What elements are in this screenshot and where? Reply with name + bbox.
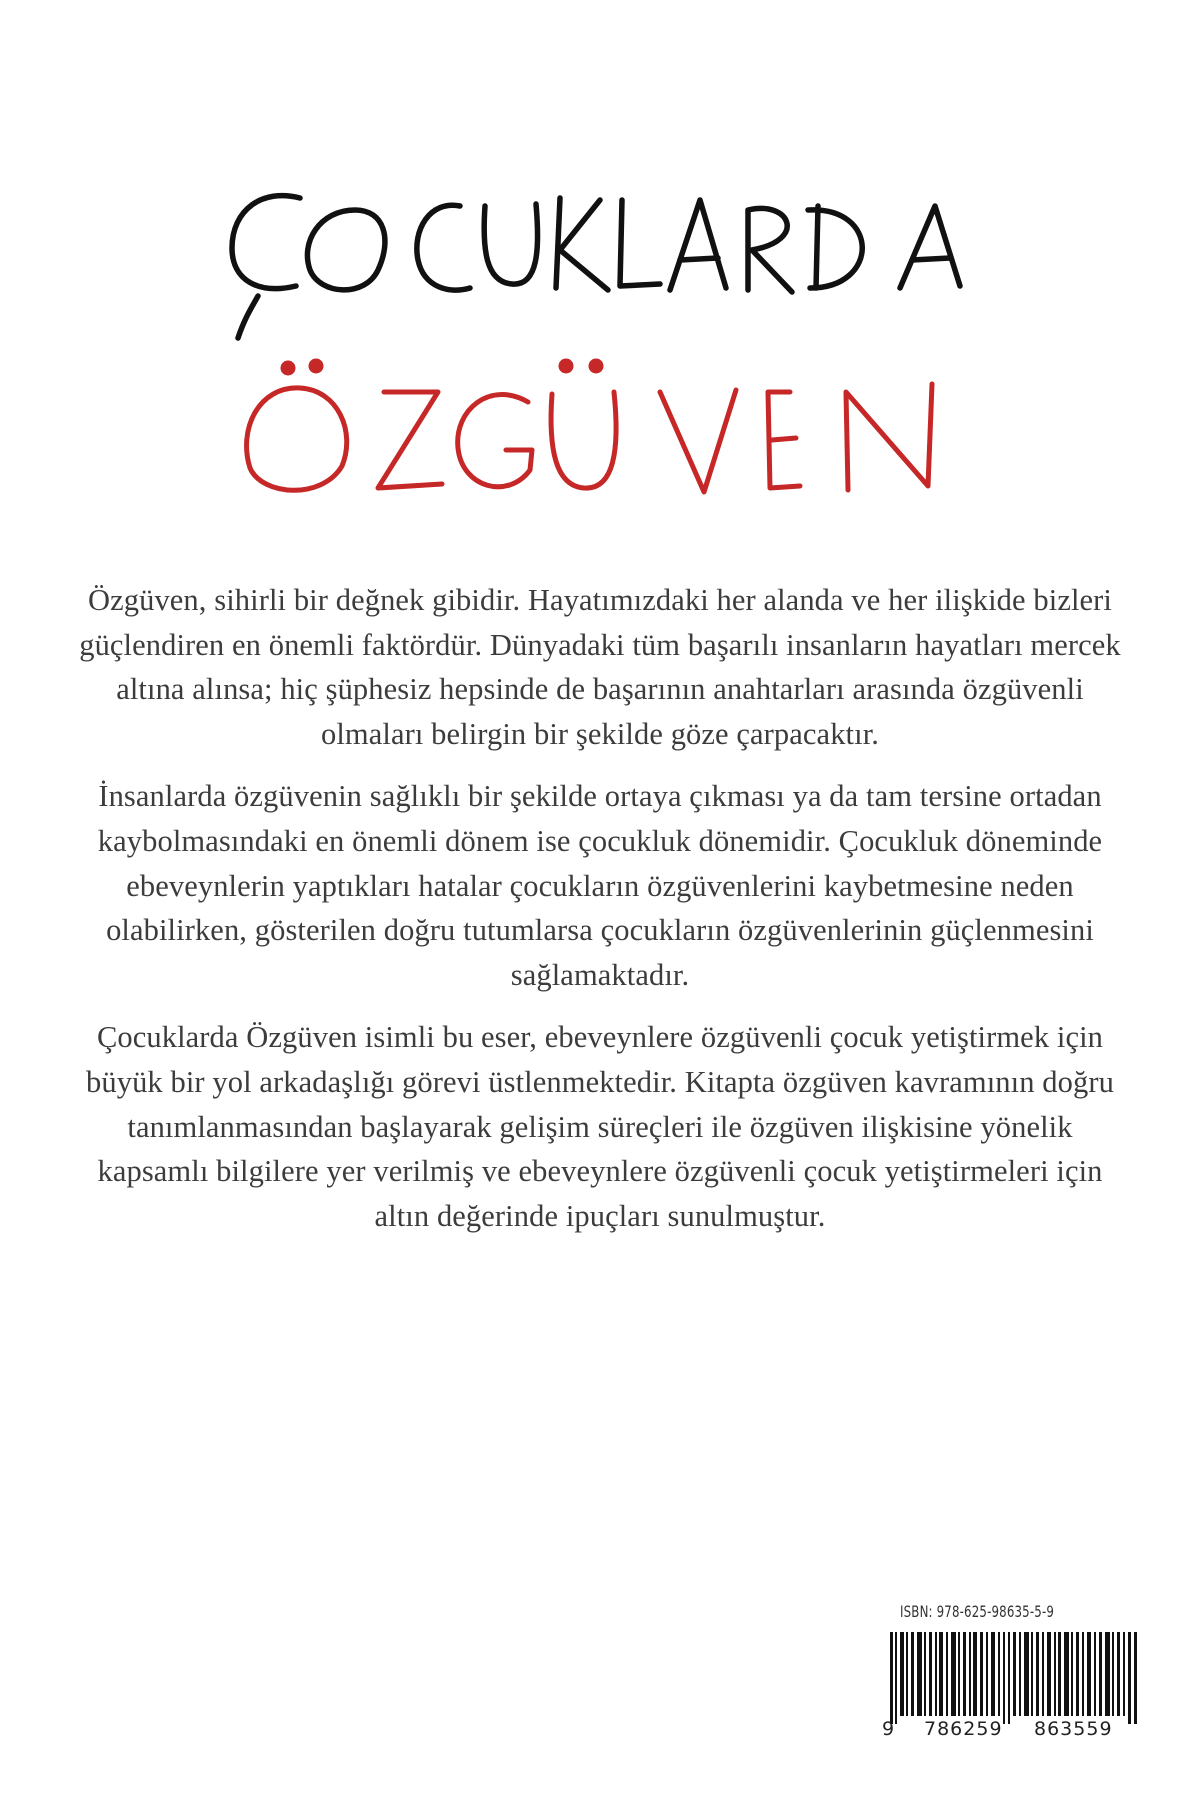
description-paragraph: Özgüven, sihirli bir değnek gibidir. Hayatımızdaki her alanda ve her ilişkide bizleri güçlendiren en önemli faktördür. Dünyadaki tüm başarılı insanların hayatları mercek altına alınsa; hiç şüphesiz hepsinde de başarının anahtarları arasında özgüvenli olmaları belirgin bir şekilde göze çarpacaktır.	[79, 583, 1121, 751]
isbn-label: ISBN: 978-625-98635-5-9	[900, 1602, 1055, 1621]
cover-title	[0, 170, 1200, 530]
barcode-digit-first: 9	[882, 1718, 895, 1740]
handwritten-title-lettering	[0, 170, 1200, 530]
barcode-icon	[890, 1632, 1140, 1724]
description-paragraph: İnsanlarda özgüvenin sağlıklı bir şekilde ortaya çıkması ya da tam tersine ortadan kaybolmasındaki en önemli dönem ise çocukluk dönemidir. Çocukluk döneminde ebeveynlerin yaptıkları hatalar çocukların özgüvenlerini kaybetmesine neden olabilirken, gösterilen doğru tutumlarsa çocukların özgüvenlerinin güçlenmesini sağlamaktadır.	[97, 779, 1103, 992]
title-line-2-lettering	[247, 361, 932, 492]
barcode-digits	[882, 1718, 1142, 1742]
description-paragraph: Çocuklarda Özgüven isimli bu eser, ebeveynlere özgüvenli çocuk yetiştirmek için büyük bir yol arkadaşlığı görevi üstlenmektedir. Kitapta özgüven kavramının doğru tanımlanmasından başlayarak gelişim süreçleri ile özgüven ilişkisine yönelik kapsamlı bilgilere yer verilmiş ve ebeveynlere özgüvenli çocuk yetiştirmeleri için altın değerinde ipuçları sunulmuştur.	[86, 1020, 1114, 1233]
barcode-digits-left: 786259	[924, 1718, 1003, 1740]
title-line-1-lettering	[232, 196, 960, 338]
isbn-barcode-block	[882, 1602, 1142, 1752]
back-cover-description	[70, 578, 1130, 1256]
barcode-digits-right: 863559	[1034, 1718, 1113, 1740]
